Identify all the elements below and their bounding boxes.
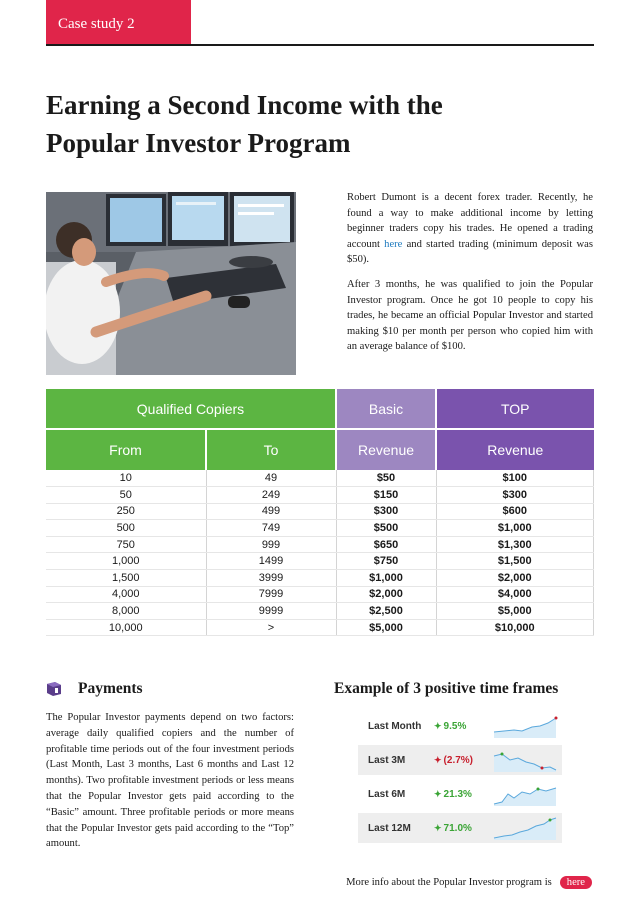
cell-basic: $300 bbox=[336, 503, 436, 520]
page-title bbox=[46, 86, 566, 162]
cell-top: $5,000 bbox=[436, 603, 594, 620]
cell-top: $100 bbox=[436, 470, 594, 487]
trader-photo bbox=[46, 192, 296, 375]
intro-paragraph-1 bbox=[347, 190, 593, 268]
timeframe-value bbox=[434, 721, 492, 732]
cell-to: > bbox=[206, 619, 336, 636]
table-row bbox=[46, 619, 594, 636]
cell-to: 749 bbox=[206, 520, 336, 537]
timeframe-value-text: (2.7%) bbox=[443, 754, 473, 766]
header-top-revenue: Revenue bbox=[436, 429, 594, 470]
timeframe-row bbox=[358, 711, 562, 741]
cell-top: $2,000 bbox=[436, 570, 594, 587]
footer-text: More info about the Popular Investor program is bbox=[346, 877, 552, 888]
cell-from: 500 bbox=[46, 520, 206, 537]
footer bbox=[346, 876, 592, 889]
intro-p1-end: and started trading (minimum deposit was $50). bbox=[347, 238, 593, 266]
cell-top: $1,300 bbox=[436, 536, 594, 553]
timeframe-label: Last 3M bbox=[368, 754, 406, 766]
payments-icon bbox=[46, 681, 62, 697]
table-row bbox=[46, 503, 594, 520]
cell-basic: $650 bbox=[336, 536, 436, 553]
cell-basic: $5,000 bbox=[336, 619, 436, 636]
cell-top: $10,000 bbox=[436, 619, 594, 636]
table-row bbox=[46, 603, 594, 620]
title-line-2: Popular Investor Program bbox=[46, 128, 351, 158]
cell-top: $4,000 bbox=[436, 586, 594, 603]
cell-top: $1,000 bbox=[436, 520, 594, 537]
header-basic: Basic bbox=[336, 389, 436, 429]
sparkline-last-3m bbox=[492, 746, 558, 774]
title-line-1: Earning a Second Income with the bbox=[46, 90, 443, 120]
cell-from: 1,500 bbox=[46, 570, 206, 587]
header-top: TOP bbox=[436, 389, 594, 429]
cell-top: $1,500 bbox=[436, 553, 594, 570]
revenue-table bbox=[46, 389, 594, 636]
cell-basic: $150 bbox=[336, 487, 436, 504]
trading-account-link[interactable]: here bbox=[384, 238, 403, 250]
payments-heading bbox=[46, 680, 143, 698]
cell-from: 250 bbox=[46, 503, 206, 520]
intro-paragraph-2: After 3 months, he was qualified to join the Popular Investor program. Once he got 10 people to copy his trades, he became an official Popular Investor and started making $10 per month per person who copied him with an average balance of $100. bbox=[347, 278, 593, 353]
timeframe-value-text: 21.3% bbox=[443, 788, 472, 800]
timeframe-row bbox=[358, 779, 562, 809]
table-row bbox=[46, 470, 594, 487]
intro-p1-start: Robert Dumont is a decent forex trader. Recently, he found a way to make additional income by letting beginner traders copy his trades. He opened a trading account bbox=[347, 192, 593, 250]
header-from: From bbox=[46, 429, 206, 470]
timeframe-value-text: 71.0% bbox=[443, 822, 472, 834]
cell-from: 50 bbox=[46, 487, 206, 504]
cell-to: 1499 bbox=[206, 553, 336, 570]
table-row bbox=[46, 586, 594, 603]
up-arrow-icon: ✦ bbox=[434, 788, 442, 799]
cell-to: 3999 bbox=[206, 570, 336, 587]
timeframe-value bbox=[434, 755, 492, 766]
header-rule bbox=[46, 44, 594, 46]
payments-title: Payments bbox=[78, 680, 143, 697]
cell-to: 9999 bbox=[206, 603, 336, 620]
header-basic-revenue: Revenue bbox=[336, 429, 436, 470]
cell-from: 10,000 bbox=[46, 619, 206, 636]
sparkline-last-month bbox=[492, 712, 558, 740]
up-arrow-icon: ✦ bbox=[434, 822, 442, 833]
table-row bbox=[46, 536, 594, 553]
timeframe-value-text: 9.5% bbox=[443, 720, 467, 732]
intro-text bbox=[347, 190, 593, 364]
down-arrow-icon: ✦ bbox=[434, 754, 442, 765]
header-qualified-copiers: Qualified Copiers bbox=[46, 389, 336, 429]
more-info-here-button[interactable]: here bbox=[560, 876, 592, 889]
examples-title: Example of 3 positive time frames bbox=[334, 680, 559, 697]
cell-to: 49 bbox=[206, 470, 336, 487]
cell-to: 999 bbox=[206, 536, 336, 553]
table-row bbox=[46, 487, 594, 504]
timeframe-value bbox=[434, 823, 492, 834]
cell-from: 1,000 bbox=[46, 553, 206, 570]
cell-basic: $750 bbox=[336, 553, 436, 570]
sparkline-last-6m bbox=[492, 780, 558, 808]
trader-photo-illustration bbox=[46, 192, 296, 375]
cell-from: 10 bbox=[46, 470, 206, 487]
timeframe-value bbox=[434, 789, 492, 800]
cell-from: 750 bbox=[46, 536, 206, 553]
table-row bbox=[46, 520, 594, 537]
timeframe-row bbox=[358, 745, 562, 775]
cell-basic: $500 bbox=[336, 520, 436, 537]
up-arrow-icon: ✦ bbox=[434, 720, 442, 731]
cell-top: $300 bbox=[436, 487, 594, 504]
cell-basic: $2,000 bbox=[336, 586, 436, 603]
cell-top: $600 bbox=[436, 503, 594, 520]
payments-body: The Popular Investor payments depend on two factors: average daily qualified copiers and the number of profitable time periods out of the four investment periods (Last Month, Last 3 months, Last 6 months and Last 12 months). Two profitable investment periods or less means that the Popular Investor gets paid according to the “Basic” amount. Three profitable periods or more means that the Popular Investor gets paid according to the “Top” amount. bbox=[46, 712, 294, 850]
cell-to: 7999 bbox=[206, 586, 336, 603]
cell-basic: $1,000 bbox=[336, 570, 436, 587]
table-row bbox=[46, 553, 594, 570]
sparkline-last-12m bbox=[492, 814, 558, 842]
cell-basic: $2,500 bbox=[336, 603, 436, 620]
cell-from: 4,000 bbox=[46, 586, 206, 603]
header-to: To bbox=[206, 429, 336, 470]
timeframe-row bbox=[358, 813, 562, 843]
cell-to: 249 bbox=[206, 487, 336, 504]
case-study-tag-label: Case study 2 bbox=[58, 16, 135, 32]
cell-basic: $50 bbox=[336, 470, 436, 487]
cell-to: 499 bbox=[206, 503, 336, 520]
table-row bbox=[46, 570, 594, 587]
timeframe-label: Last 12M bbox=[368, 822, 411, 834]
cell-from: 8,000 bbox=[46, 603, 206, 620]
case-study-tag bbox=[46, 0, 191, 45]
timeframe-label: Last Month bbox=[368, 720, 422, 732]
timeframe-label: Last 6M bbox=[368, 788, 406, 800]
